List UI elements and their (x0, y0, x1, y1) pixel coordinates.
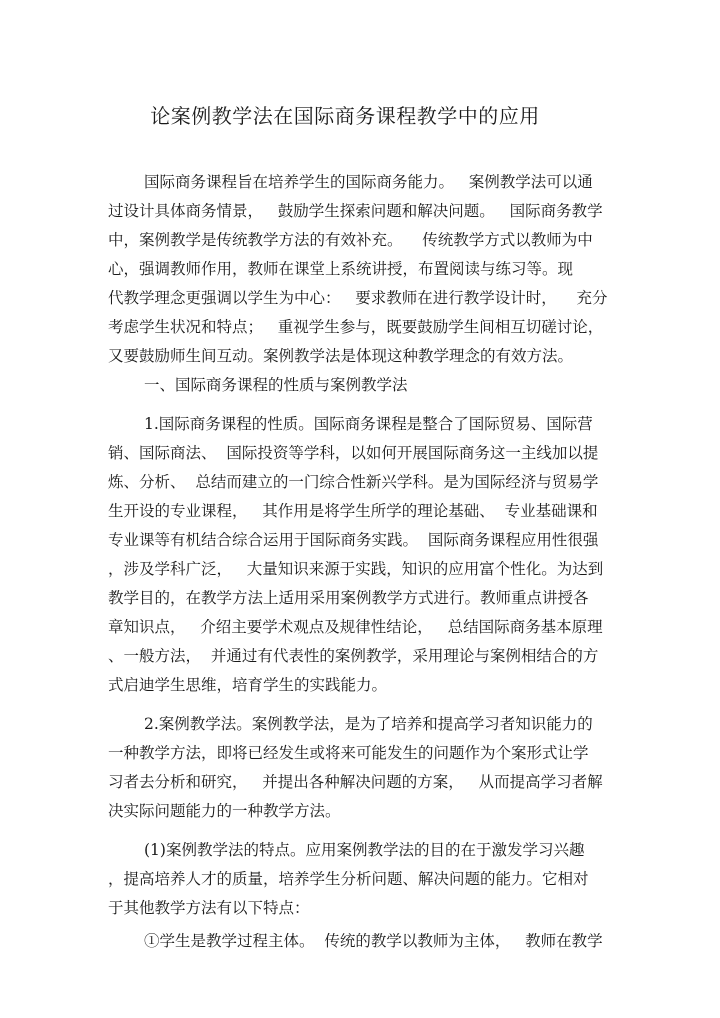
text-line: 国际商务课程旨在培养学生的国际商务能力。 案例教学法可以通 (144, 173, 593, 191)
text-line: 过设计具体商务情景， 鼓励学生探索问题和解决问题。 国际商务教学 (108, 202, 603, 220)
paragraph-student-subject (108, 927, 628, 956)
text-line: 习者去分析和研究， 并提出各种解决问题的方案， 从而提高学习者解 (108, 773, 603, 791)
text-line: 生开设的专业课程， 其作用是将学生所学的理论基础、 专业基础课和 (108, 502, 598, 520)
text-line: 销、国际商法、 国际投资等学科，以如何开展国际商务这一主线加以提 (108, 444, 599, 462)
text-line: 决实际问题能力的一种教学方法。 (108, 802, 341, 820)
text-line: ，提高培养人才的质量，培养学生分析问题、解决问题的能力。它相对 (108, 870, 589, 888)
paragraph-case-method (108, 710, 628, 826)
text-line: 式启迪学生思维，培育学生的实践能力。 (108, 676, 388, 694)
document-body (108, 168, 628, 956)
section-heading: 一、国际商务课程的性质与案例教学法 (144, 376, 408, 394)
text-line: 于其他教学方法有以下特点： (108, 899, 310, 917)
text-line: 专业课等有机结合综合运用于国际商务实践。 国际商务课程应用性很强 (108, 531, 599, 549)
text-line: 炼、分析、 总结而建立的一门综合性新兴学科。是为国际经济与贸易学 (108, 473, 599, 491)
text-line: 又要鼓励师生间互动。案例教学法是体现这种教学理念的有效方法。 (108, 347, 574, 365)
text-line: ，涉及学科广泛， 大量知识来源于实践，知识的应用富个性化。为达到 (108, 560, 604, 578)
text-line: 2.案例教学法。案例教学法，是为了培养和提高学习者知识能力的 (144, 715, 593, 733)
text-line: 、一般方法， 并通过有代表性的案例教学，采用理论与案例相结合的方 (108, 647, 599, 665)
text-line: (1)案例教学法的特点。应用案例教学法的目的在于激发学习兴趣 (144, 841, 585, 859)
text-line: 代教学理念更强调以学生为中心： 要求教师在进行教学设计时， 充分 (108, 289, 608, 307)
document-title: 论案例教学法在国际商务课程教学中的应用 (150, 104, 540, 128)
text-line: ①学生是教学过程主体。 传统的教学以教师为主体， 教师在教学 (144, 932, 603, 950)
text-line: 1.国际商务课程的性质。国际商务课程是整合了国际贸易、国际营 (144, 415, 593, 433)
paragraph-method-features (108, 836, 628, 923)
text-line: 章知识点， 介绍主要学术观点及规律性结论， 总结国际商务基本原理 (108, 618, 603, 636)
text-line: 心，强调教师作用，教师在课堂上系统讲授，布置阅读与练习等。现 (108, 260, 574, 278)
text-line: 一种教学方法，即将已经发生或将来可能发生的问题作为个案形式让学 (108, 744, 589, 762)
paragraph-course-nature (108, 410, 628, 700)
text-line: 中，案例教学是传统教学方法的有效补充。 传统教学方式以教师为中 (108, 231, 593, 249)
intro-paragraph (108, 168, 628, 371)
text-line: 考虑学生状况和特点； 重视学生参与，既要鼓励学生间相互切磋讨论， (108, 318, 604, 336)
text-line: 教学目的，在教学方法上适用采用案例教学方式进行。教师重点讲授各 (108, 589, 589, 607)
